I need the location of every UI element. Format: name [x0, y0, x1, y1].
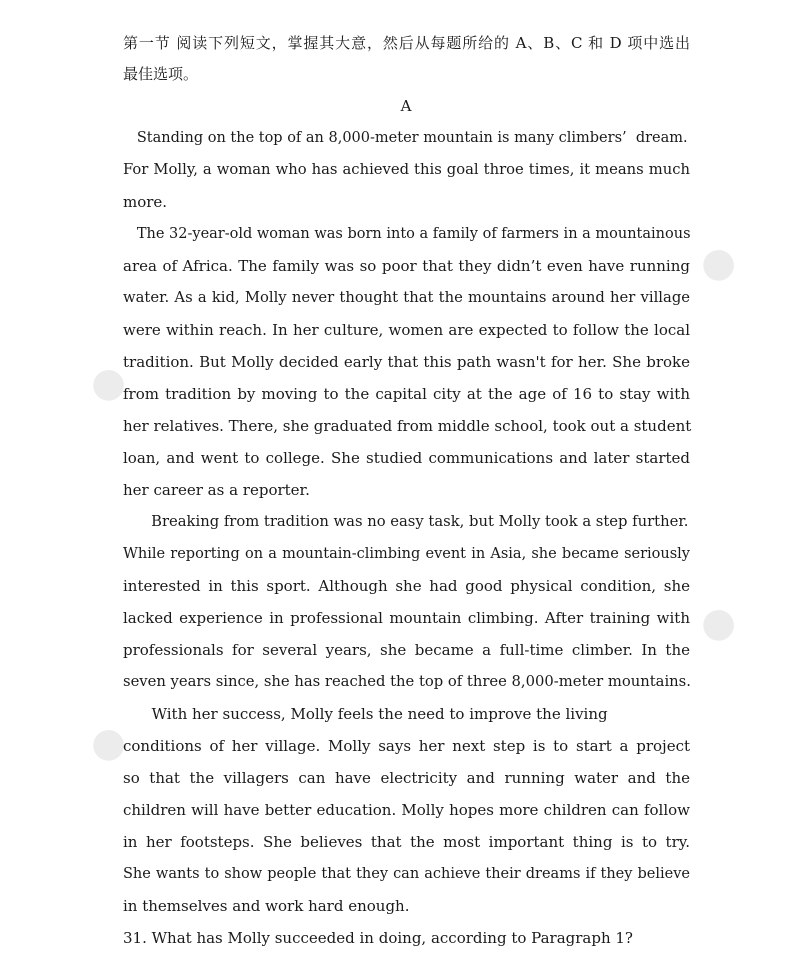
section-instruction-line-1: 第一节 阅读下列短文，掌握其大意，然后从每题所给的 A、B、C 和 D 项中选出: [123, 34, 690, 52]
passage-line: She wants to show people that they can achieve their dreams if they believe: [123, 866, 690, 882]
passage-line: For Molly, a woman who has achieved this goal throe times, it means much: [123, 161, 690, 178]
passage-line: professionals for several years, she became a full-time climber. In the: [123, 641, 690, 659]
section-instruction-line-2: 最佳选项。: [123, 65, 199, 83]
watermark-mark: ●: [81, 714, 133, 772]
passage-line: lacked experience in professional mountain climbing. After training with: [123, 609, 690, 627]
passage-line: seven years since, she has reached the top of three 8,000-meter mountains.: [123, 673, 691, 690]
passage-line: so that the villagers can have electricity and running water and the: [123, 769, 690, 787]
passage-line: Standing on the top of an 8,000-meter mountain is many climbers’ dream.: [123, 130, 688, 146]
passage-line: more.: [123, 193, 168, 211]
watermark-mark: ●: [691, 594, 743, 652]
question-31: 31. What has Molly succeeded in doing, according to Paragraph 1?: [123, 929, 633, 947]
passage-line: Breaking from tradition was no easy task, but Molly took a step further.: [123, 513, 689, 530]
passage-line: water. As a kid, Molly never thought that the mountains around her village: [123, 289, 690, 306]
passage-line: conditions of her village. Molly says her next step is to start a project: [123, 737, 690, 755]
passage-line: area of Africa. The family was so poor that they didn’t even have running: [123, 257, 690, 275]
watermark-mark: ●: [81, 354, 133, 412]
passage-line: tradition. But Molly decided early that this path wasn't for her. She broke: [123, 353, 690, 371]
passage-line: from tradition by moving to the capital city at the age of 16 to stay with: [123, 385, 690, 403]
passage-line: interested in this sport. Although she had good physical condition, she: [123, 577, 690, 595]
watermark-mark: ●: [691, 234, 743, 292]
passage-line: loan, and went to college. She studied communications and later started: [123, 449, 690, 467]
passage-line: in themselves and work hard enough.: [123, 897, 410, 915]
passage-line: children will have better education. Molly hopes more children can follow: [123, 801, 690, 819]
passage-line: With her success, Molly feels the need to improve the living: [123, 705, 608, 723]
passage-line: were within reach. In her culture, women are expected to follow the local: [123, 321, 690, 339]
passage-line: her career as a reporter.: [123, 481, 310, 499]
passage-line: While reporting on a mountain-climbing event in Asia, she became seriously: [123, 546, 690, 562]
passage-line: her relatives. There, she graduated from middle school, took out a student: [123, 417, 692, 435]
passage-label: A: [400, 97, 412, 115]
passage-line: The 32-year-old woman was born into a family of farmers in a mountainous: [123, 226, 691, 242]
passage-line: in her footsteps. She believes that the most important thing is to try.: [123, 833, 690, 851]
